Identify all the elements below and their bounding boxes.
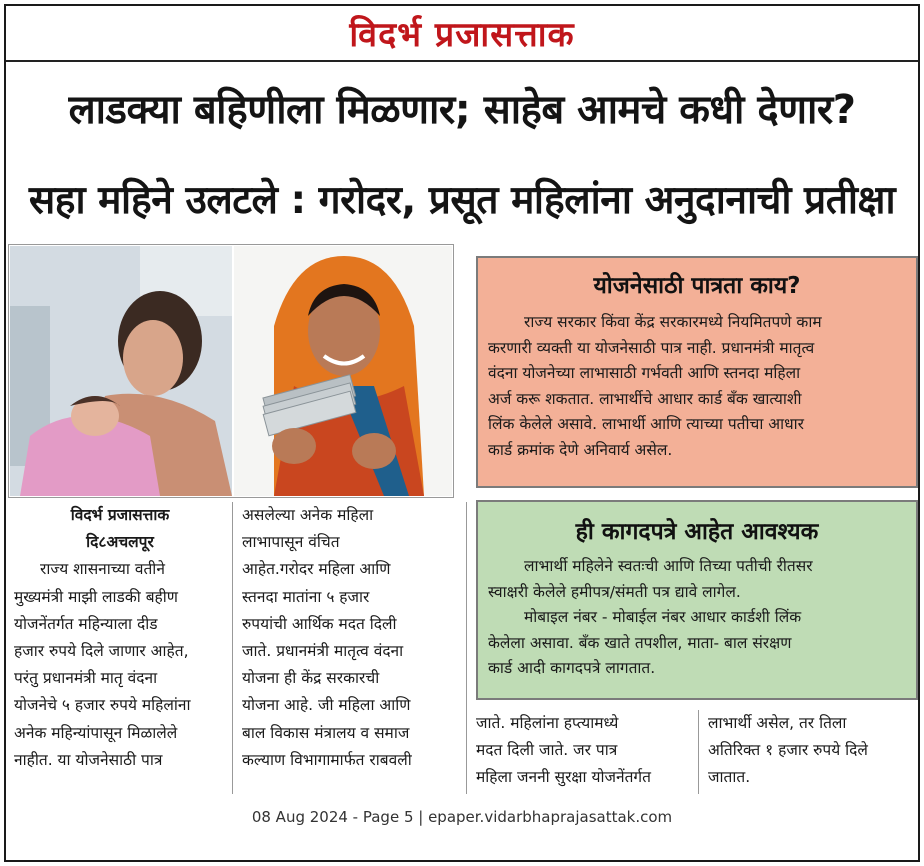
documents-text xyxy=(488,554,908,682)
article-column-1 xyxy=(14,502,226,774)
eligibility-box xyxy=(476,256,918,488)
article-line: मुख्यमंत्री माझी लाडकी बहीण xyxy=(14,587,179,606)
byline-source: विदर्भ प्रजासत्ताक xyxy=(70,506,170,524)
article-column-2 xyxy=(242,502,458,774)
article-line: हजार रुपये दिले जाणार आहेत, xyxy=(14,642,189,661)
article-line: बाल विकास मंत्रालय व समाज xyxy=(242,723,410,742)
article-line: अनेक महिन्यांपासून मिळालेले xyxy=(14,723,178,742)
article-line: स्तनदा मातांना ५ हजार xyxy=(242,587,370,606)
masthead: विदर्भ प्रजासत्ताक xyxy=(349,15,575,55)
headline-sub: सहा महिने उलटले : गरोदर, प्रसूत महिलांना अनुदानाची प्रतीक्षा xyxy=(28,178,896,223)
eligibility-line: अर्ज करू शकतात. लाभार्थीचे आधार कार्ड बँक खात्याशी xyxy=(488,389,802,408)
documents-line: कार्ड आदी कागदपत्रे लागतात. xyxy=(488,659,656,677)
documents-line: लाभार्थी महिलेने स्वतःची आणि तिच्या पतीची रीतसर xyxy=(524,557,813,575)
article-column-3 xyxy=(476,710,692,792)
article-line: जाते. महिलांना हप्त्यामध्ये xyxy=(476,714,619,732)
eligibility-line: लिंक केलेले असावे. लाभार्थी आणि त्याच्या पतीचा आधार xyxy=(488,415,805,433)
article-line: राज्य शासनाच्या वतीने xyxy=(40,560,165,579)
column-divider xyxy=(232,502,233,794)
article-line: योजनेचे ५ हजार रुपये महिलांना xyxy=(14,696,191,715)
article-line: मदत दिली जाते. जर पात्र xyxy=(476,741,618,760)
eligibility-title: योजनेसाठी पात्रता काय? xyxy=(593,273,801,299)
article-line: असलेल्या अनेक महिला xyxy=(242,506,374,524)
article-line: लाभापासून वंचित xyxy=(242,533,340,552)
eligibility-line: वंदना योजनेच्या लाभासाठी गर्भवती आणि स्तनदा महिला xyxy=(488,364,801,382)
column-divider xyxy=(698,710,699,794)
headline-main: लाडक्या बहिणीला मिळणार; साहेब आमचे कधी देणार? xyxy=(68,87,856,133)
page-footer: 08 Aug 2024 - Page 5 | epaper.vidarbhaprajasattak.com xyxy=(251,808,673,826)
article-line: योजनेंतर्गत महिन्याला दीड xyxy=(14,614,158,633)
eligibility-line: कार्ड क्रमांक देणे अनिवार्य असेल. xyxy=(488,440,673,459)
documents-box xyxy=(476,500,918,700)
article-line: योजना आहे. जी महिला आणि xyxy=(242,696,411,715)
article-line: अतिरिक्त १ हजार रुपये दिले xyxy=(708,741,868,760)
article-column-4 xyxy=(708,710,918,792)
masthead-rule xyxy=(6,60,918,62)
byline-dateline: दि८अचलपूर xyxy=(86,533,154,552)
column-divider xyxy=(466,502,467,794)
article-line: रुपयांची आर्थिक मदत दिली xyxy=(242,614,397,633)
mother-newborn-illustration xyxy=(10,246,232,496)
article-line: जाते. प्रधानमंत्री मातृत्व वंदना xyxy=(242,642,404,661)
newspaper-page xyxy=(4,4,920,862)
mother-newborn-photo xyxy=(10,246,232,496)
article-line: जातात. xyxy=(708,768,751,787)
article-line: आहेत.गरोदर महिला आणि xyxy=(242,560,391,579)
documents-title: ही कागदपत्रे आहेत आवश्यक xyxy=(575,519,819,545)
eligibility-text xyxy=(488,310,908,463)
documents-line: मोबाइल नंबर - मोबाईल नंबर आधार कार्डशी लिंक xyxy=(524,608,802,626)
article-line: नाहीत. या योजनेसाठी पात्र xyxy=(14,750,163,769)
article-line: योजना ही केंद्र सरकारची xyxy=(242,669,380,688)
article-line: परंतु प्रधानमंत्री मातृ वंदना xyxy=(14,669,158,688)
article-line: लाभार्थी असेल, तर तिला xyxy=(708,714,847,732)
documents-line: स्वाक्षरी केलेले हमीपत्र/संमती पत्र द्यावे लागेल. xyxy=(488,582,741,601)
woman-with-cash-illustration xyxy=(234,246,452,496)
eligibility-line: करणारी व्यक्ती या योजनेसाठी पात्र नाही. प्रधानमंत्री मातृत्व xyxy=(488,338,815,357)
documents-line: केलेला असावा. बँक खाते तपशील, माता- बाल संरक्षण xyxy=(488,633,792,652)
article-line: कल्याण विभागामार्फत राबवली xyxy=(242,750,412,769)
article-line: महिला जननी सुरक्षा योजनेंतर्गत xyxy=(476,768,651,787)
eligibility-line: राज्य सरकार किंवा केंद्र सरकारमध्ये नियमितपणे काम xyxy=(524,313,822,331)
woman-with-cash-photo xyxy=(234,246,452,496)
